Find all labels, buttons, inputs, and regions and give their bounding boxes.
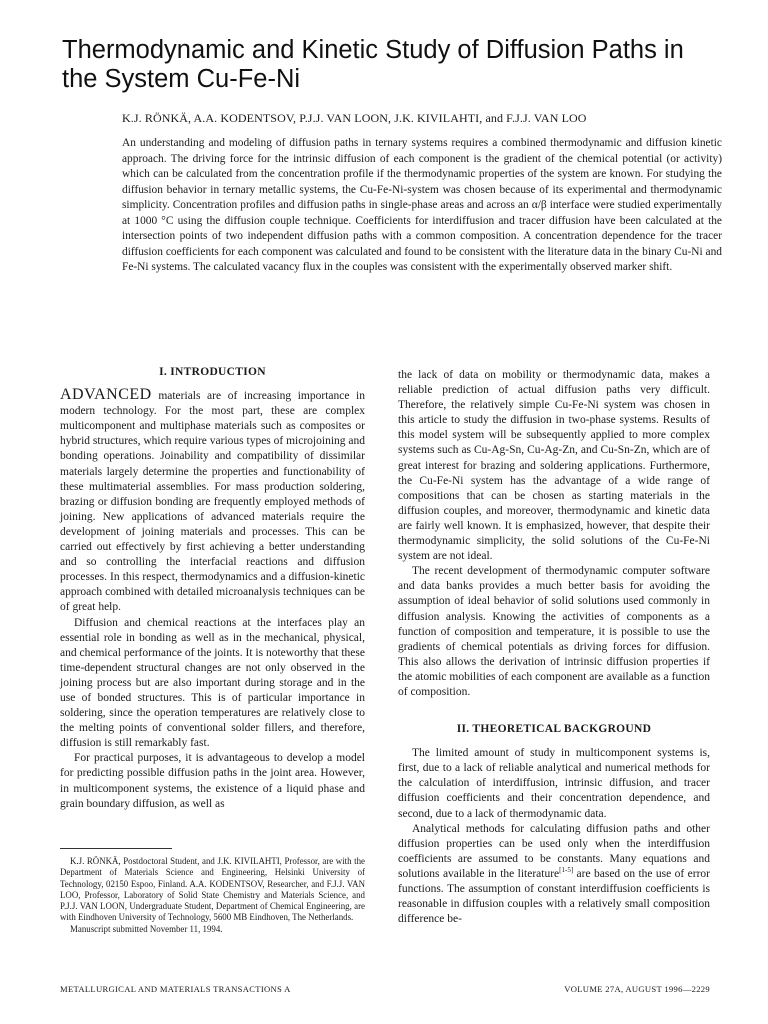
intro-paragraph-5: The recent development of thermodynamic computer software and data banks provides a much better basis for avoiding the assumption of ideal behavior of solid solutions used commonly in diffusion analysis. Knowing the activities of components as a function of composition and temperature, it is possible to use the gradients of chemical potentials as driving forces for diffusion. This also allows the derivation of intrinsic diffusion properties if the atomic mobilities of each component are available as a function of composition. xyxy=(398,565,710,698)
intro-paragraph-4: the lack of data on mobility or thermodynamic data, makes a reliable prediction of actual diffusion paths very difficult. Therefore, the relatively simple Cu-Fe-Ni system was chosen in this article to study the diffusion in two-phase systems. Results of this model system will be subsequently applied to more complex systems such as Cu-Ag-Sn, Cu-Ag-Zn, and Cu-Sn-Zn, which are of great interest for brazing and soldering applications. Furthermore, the Cu-Fe-Ni system has the advantage of a wide range of compositions that can be chosen as starting materials in the diffusion couples, and moreover, thermodynamic and kinetic data are fairly well known. It is emphasized, however, that despite their thermodynamic simplicity, the solid solutions of the Cu-Fe-Ni system are not ideal. xyxy=(398,369,710,563)
section-heading-theory: II. THEORETICAL BACKGROUND xyxy=(456,723,652,736)
intro-paragraph-2: Diffusion and chemical reactions at the interfaces play an essential role in bonding as well as in the mechanical, physical, and chemical performance of the joints. It is noteworthy that these time-dependent structural changes are not only observed in the joining process but are also important during storage and in the use of bonded structures. This is of particular importance in soldering, since the operation temperatures are relatively close to the melting points of conventional solder fillers, and therefore, diffusion is still remarkably fast. xyxy=(60,616,365,750)
journal-name-footer: METALLURGICAL AND MATERIALS TRANSACTIONS A xyxy=(60,984,291,994)
volume-page-footer: VOLUME 27A, AUGUST 1996—2229 xyxy=(564,984,710,994)
intro-paragraph-1-text: materials are of increasing importance in modern technology. For the most part, these are complex multicomponent and multiphase materials such as composites or hybrid structures, which require various types of microjoining and bonding operations. Joinability and compatibility of dissimilar materials largely determine the properties and functionability of these multimaterial assemblies. For mass production soldering, brazing or diffusion bonding are frequently employed methods of joining. New applications of advanced materials require the development of joining materials and processes. This can be carried out effectively by first achieving a better understanding and so controlling the interfacial reactions and diffusion processes. In this respect, thermodynamics and a diffusion-kinetic approach combined with detailed microanalysis techniques can be of great help. xyxy=(60,390,365,614)
paper-title: Thermodynamic and Kinetic Study of Diffusion Paths in the System Cu-Fe-Ni xyxy=(62,36,684,93)
citation-ref: [1-5] xyxy=(559,866,574,875)
theory-paragraph-2-text-b: are based on the use of error functions. The assumption of constant interdiffusion coefficients is reasonable in diffusion couples with a relatively small composition difference be- xyxy=(398,867,710,926)
footnote-rule xyxy=(60,848,172,849)
theory-paragraph-2 xyxy=(398,822,710,928)
dropcap-word: ADVANCED xyxy=(60,386,152,404)
footnote-submitted: Manuscript submitted November 11, 1994. xyxy=(70,923,223,934)
right-column xyxy=(398,368,710,927)
abstract: An understanding and modeling of diffusion paths in ternary systems requires a combined thermodynamic and diffusion kinetic approach. The driving force for the intrinsic diffusion of each component is the gradient of the chemical potential (or activity) which can be calculated from the concentration profile if the thermodynamic properties of the system are known. For studying the diffusion behavior in ternary metallic systems, the Cu-Fe-Ni-system was chosen because of its experimental and thermodynamic simplicity. Concentration profiles and diffusion paths in single-phase areas and across an α/β interface were studied experimentally at 1000 °C using the diffusion couple technique. Coefficients for interdiffusion and tracer diffusion have been calculated at the intersection points of two independent diffusion paths with a common composition. A concentration dependence for the tracer diffusion coefficients for each component was calculated and found to be consistent with the literature data in the binary Cu-Ni and Fe-Ni systems. The calculated vacancy flux in the couples was consistent with the experimentally observed marker shift. xyxy=(122,137,722,274)
left-column xyxy=(60,365,365,812)
footnote-affiliations: K.J. RÖNKÄ, Postdoctoral Student, and J.K. KIVILAHTI, Professor, are with the Department of Materials Science and Engineering, Helsinki University of Technology, 02150 Espoo, Finland. A.A. KODENTSOV, Researcher, and F.J.J. VAN LOO, Professor, Laboratory of Solid State Chemistry and Materials Science, and P.J.J. VAN LOON, Undergraduate Student, Department of Chemical Engineering, are with Eindhoven University of Technology, 5600 MB Eindhoven, The Netherlands. xyxy=(60,856,365,923)
theory-paragraph-2-text-a: Analytical methods for calculating diffusion paths and other diffusion properties can be used only when the interdiffusion coefficients are assumed to be constants. Many equations and solutions available in the literature xyxy=(398,822,710,880)
intro-paragraph-1 xyxy=(60,387,365,615)
section-heading-introduction: I. INTRODUCTION xyxy=(159,366,266,378)
author-list: K.J. RÖNKÄ, A.A. KODENTSOV, P.J.J. VAN LOON, J.K. KIVILAHTI, and F.J.J. VAN LOO xyxy=(122,111,587,125)
intro-paragraph-3: For practical purposes, it is advantageous to develop a model for predicting possible diffusion paths in the joint area. However, in multicomponent systems, the existence of a liquid phase and grain boundary diffusion, as well as xyxy=(60,752,365,810)
author-footnote xyxy=(60,856,365,935)
theory-paragraph-1: The limited amount of study in multicomponent systems is, first, due to a lack of reliable analytical and numerical methods for the calculation of interdiffusion, intrinsic diffusion, and tracer diffusion coefficients and their concentration dependence, and second, due to a lack of thermodynamic data. xyxy=(398,747,710,820)
